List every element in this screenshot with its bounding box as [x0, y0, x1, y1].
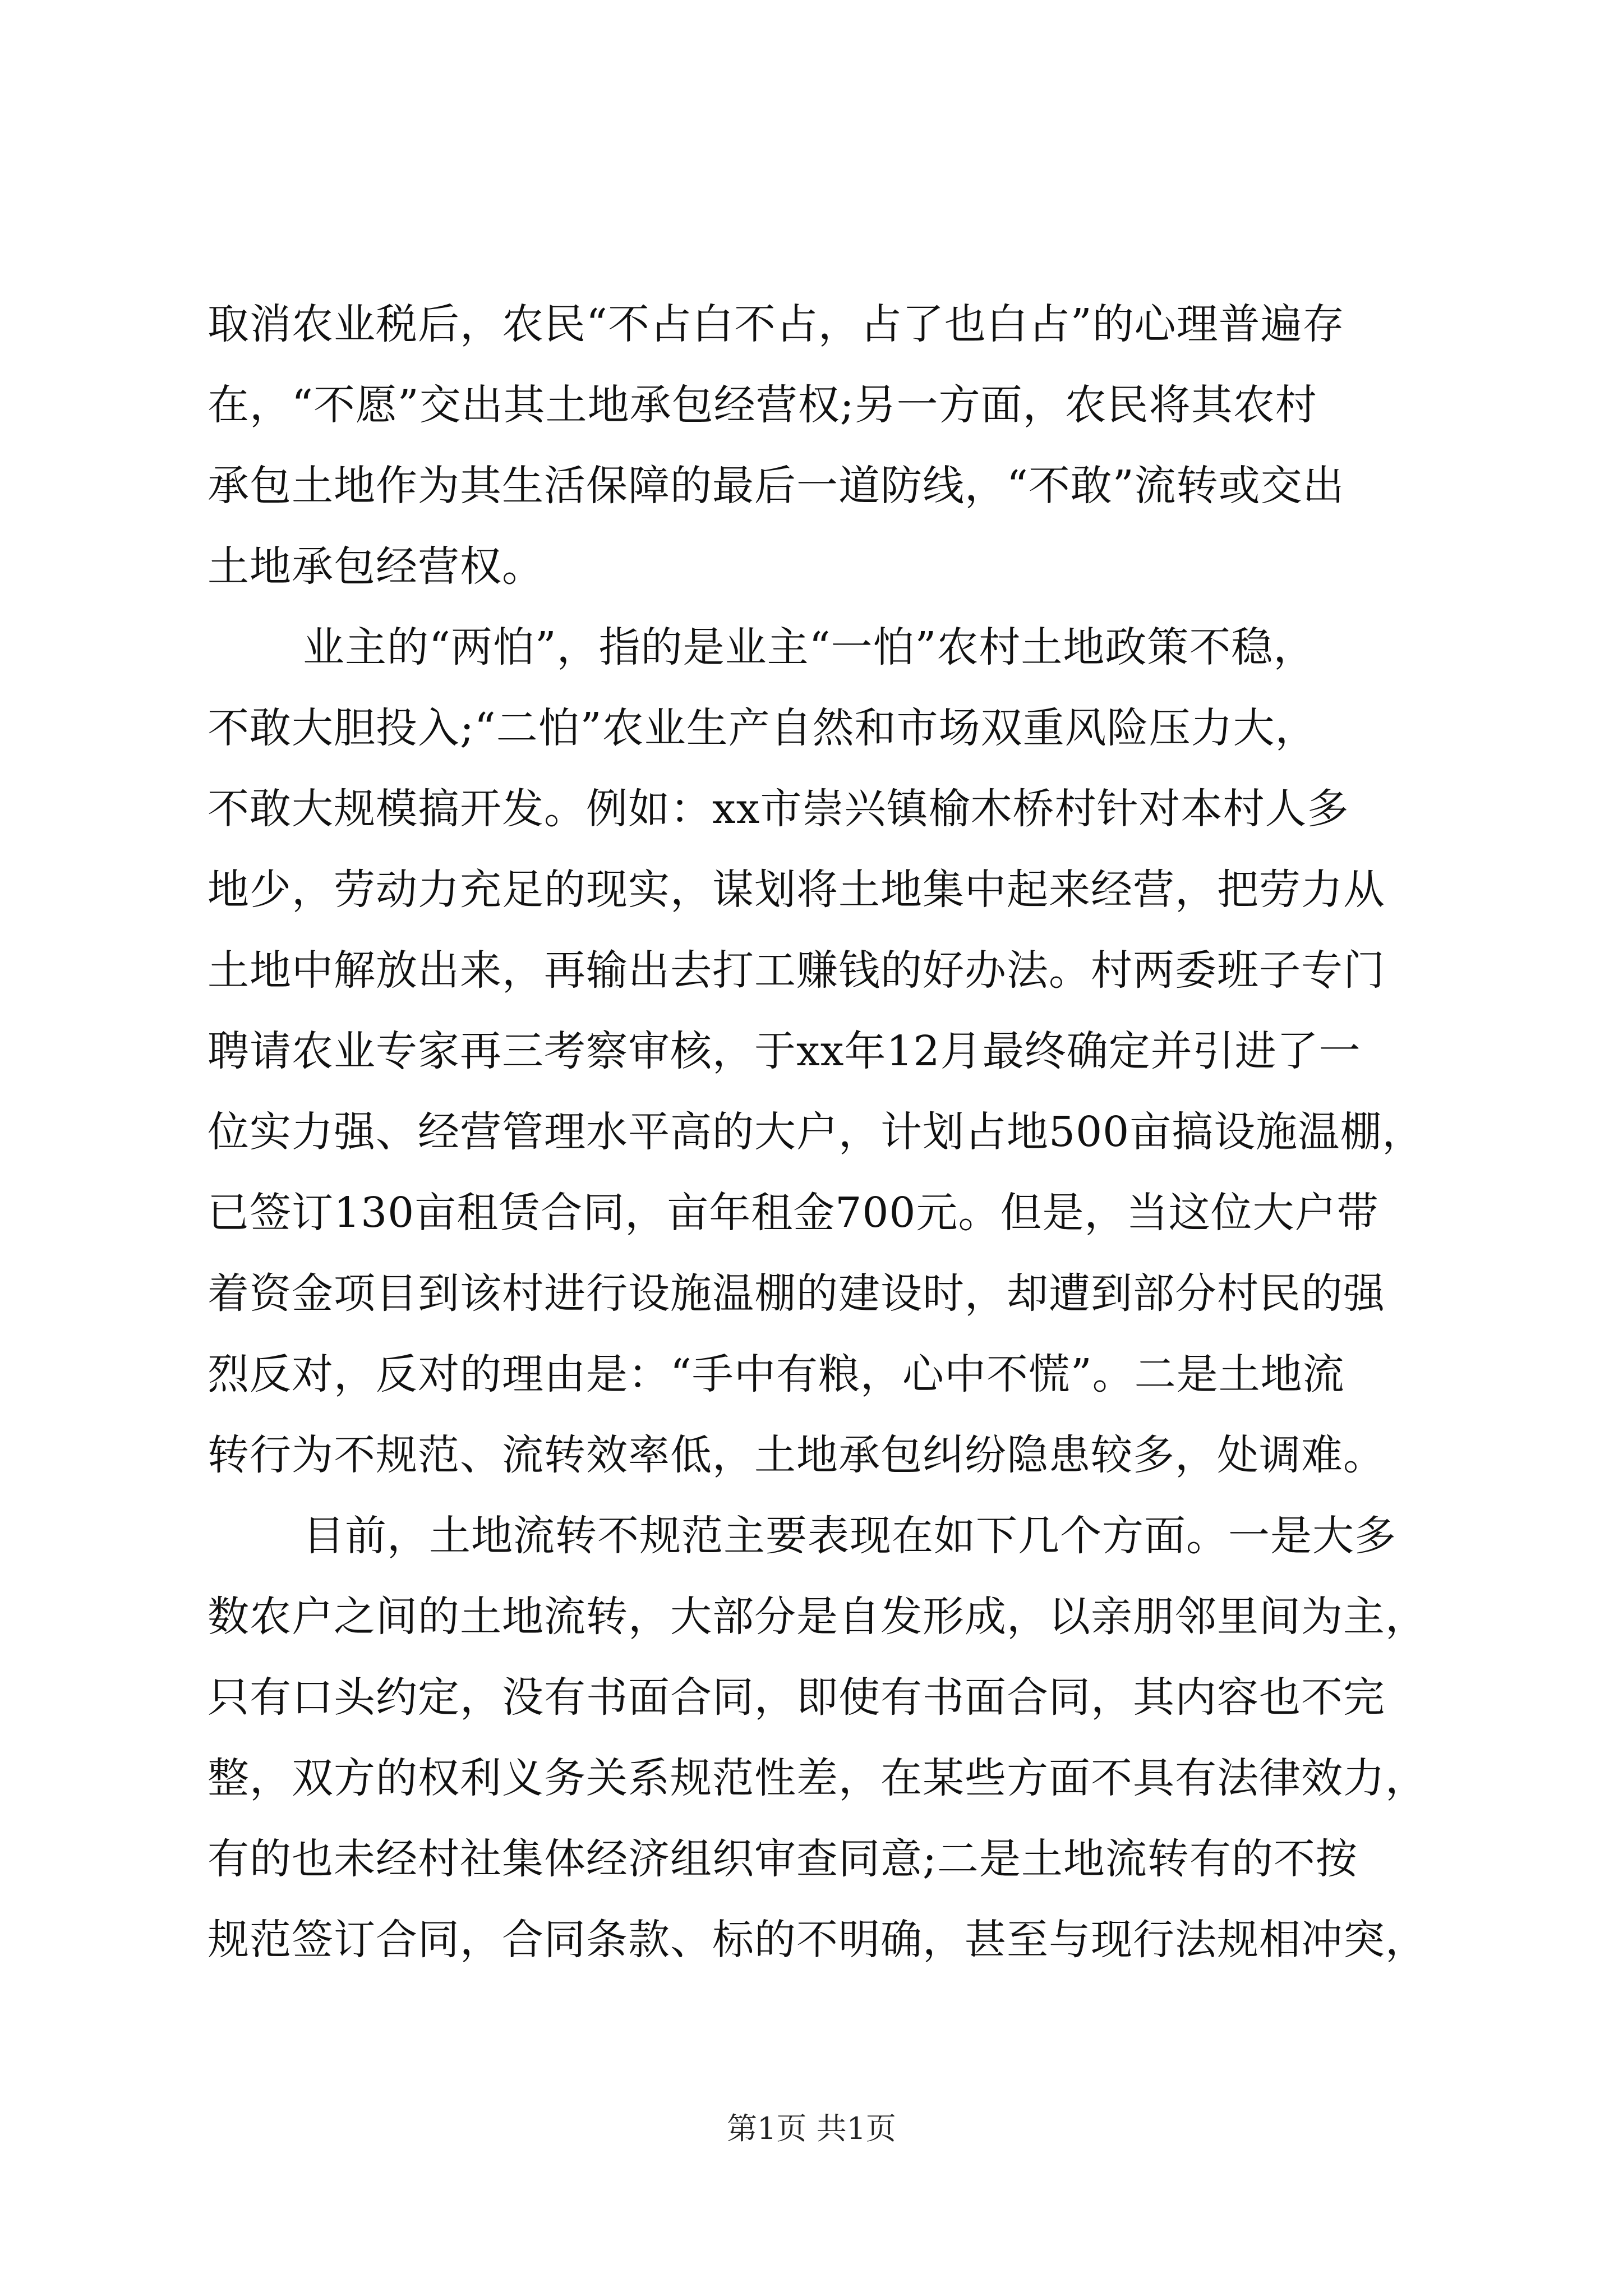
text-line: 地少，劳动力充足的现实，谋划将土地集中起来经营，把劳力从: [208, 866, 1385, 914]
text-line: 承包土地作为其生活保障的最后一道防线，“不敢”流转或交出: [208, 462, 1345, 510]
text-line: 烈反对，反对的理由是：“手中有粮，心中不慌”。二是土地流: [208, 1350, 1345, 1398]
text-line: 土地承包经营权。: [208, 542, 544, 591]
text-line: 聘请农业专家再三考察审核，于xx年12月最终确定并引进了一: [208, 1027, 1361, 1075]
text-line: 着资金项目到该村进行设施温棚的建设时，却遭到部分村民的强: [208, 1269, 1385, 1318]
text-line: 不敢大胆投入;“二怕”农业生产自然和市场双重风险压力大，: [208, 704, 1317, 752]
text-line: 位实力强、经营管理水平高的大户，计划占地500亩搞设施温棚，: [208, 1108, 1424, 1156]
text-line: 规范签订合同，合同条款、标的不明确，甚至与现行法规相冲突，: [208, 1916, 1427, 1964]
text-line: 不敢大规模搞开发。例如：xx市崇兴镇榆木桥村针对本村人多: [208, 785, 1349, 833]
text-line: 只有口头约定，没有书面合同，即使有书面合同，其内容也不完: [208, 1673, 1385, 1722]
text-line: 取消农业税后，农民“不占白不占，占了也白占”的心理普遍存: [208, 300, 1345, 348]
paragraph-first-line: 业主的“两怕”，指的是业主“一怕”农村土地政策不稳，: [303, 623, 1316, 671]
text-line: 整，双方的权利义务关系规范性差，在某些方面不具有法律效力，: [208, 1754, 1427, 1802]
text-line: 在，“不愿”交出其土地承包经营权;另一方面，农民将其农村: [208, 381, 1317, 429]
text-line: 转行为不规范、流转效率低，土地承包纠纷隐患较多，处调难。: [208, 1431, 1385, 1479]
paragraph-first-line: 目前，土地流转不规范主要表现在如下几个方面。一是大多: [303, 1512, 1396, 1560]
text-line: 有的也未经村社集体经济组织审查同意;二是土地流转有的不按: [208, 1835, 1358, 1883]
text-line: 数农户之间的土地流转，大部分是自发形成，以亲朋邻里间为主，: [208, 1593, 1427, 1641]
page-footer: 第1页 共1页: [727, 2111, 896, 2146]
text-line: 已签订130亩租赁合同，亩年租金700元。但是，当这位大户带: [208, 1189, 1379, 1237]
text-line: 土地中解放出来，再输出去打工赚钱的好办法。村两委班子专门: [208, 946, 1385, 995]
